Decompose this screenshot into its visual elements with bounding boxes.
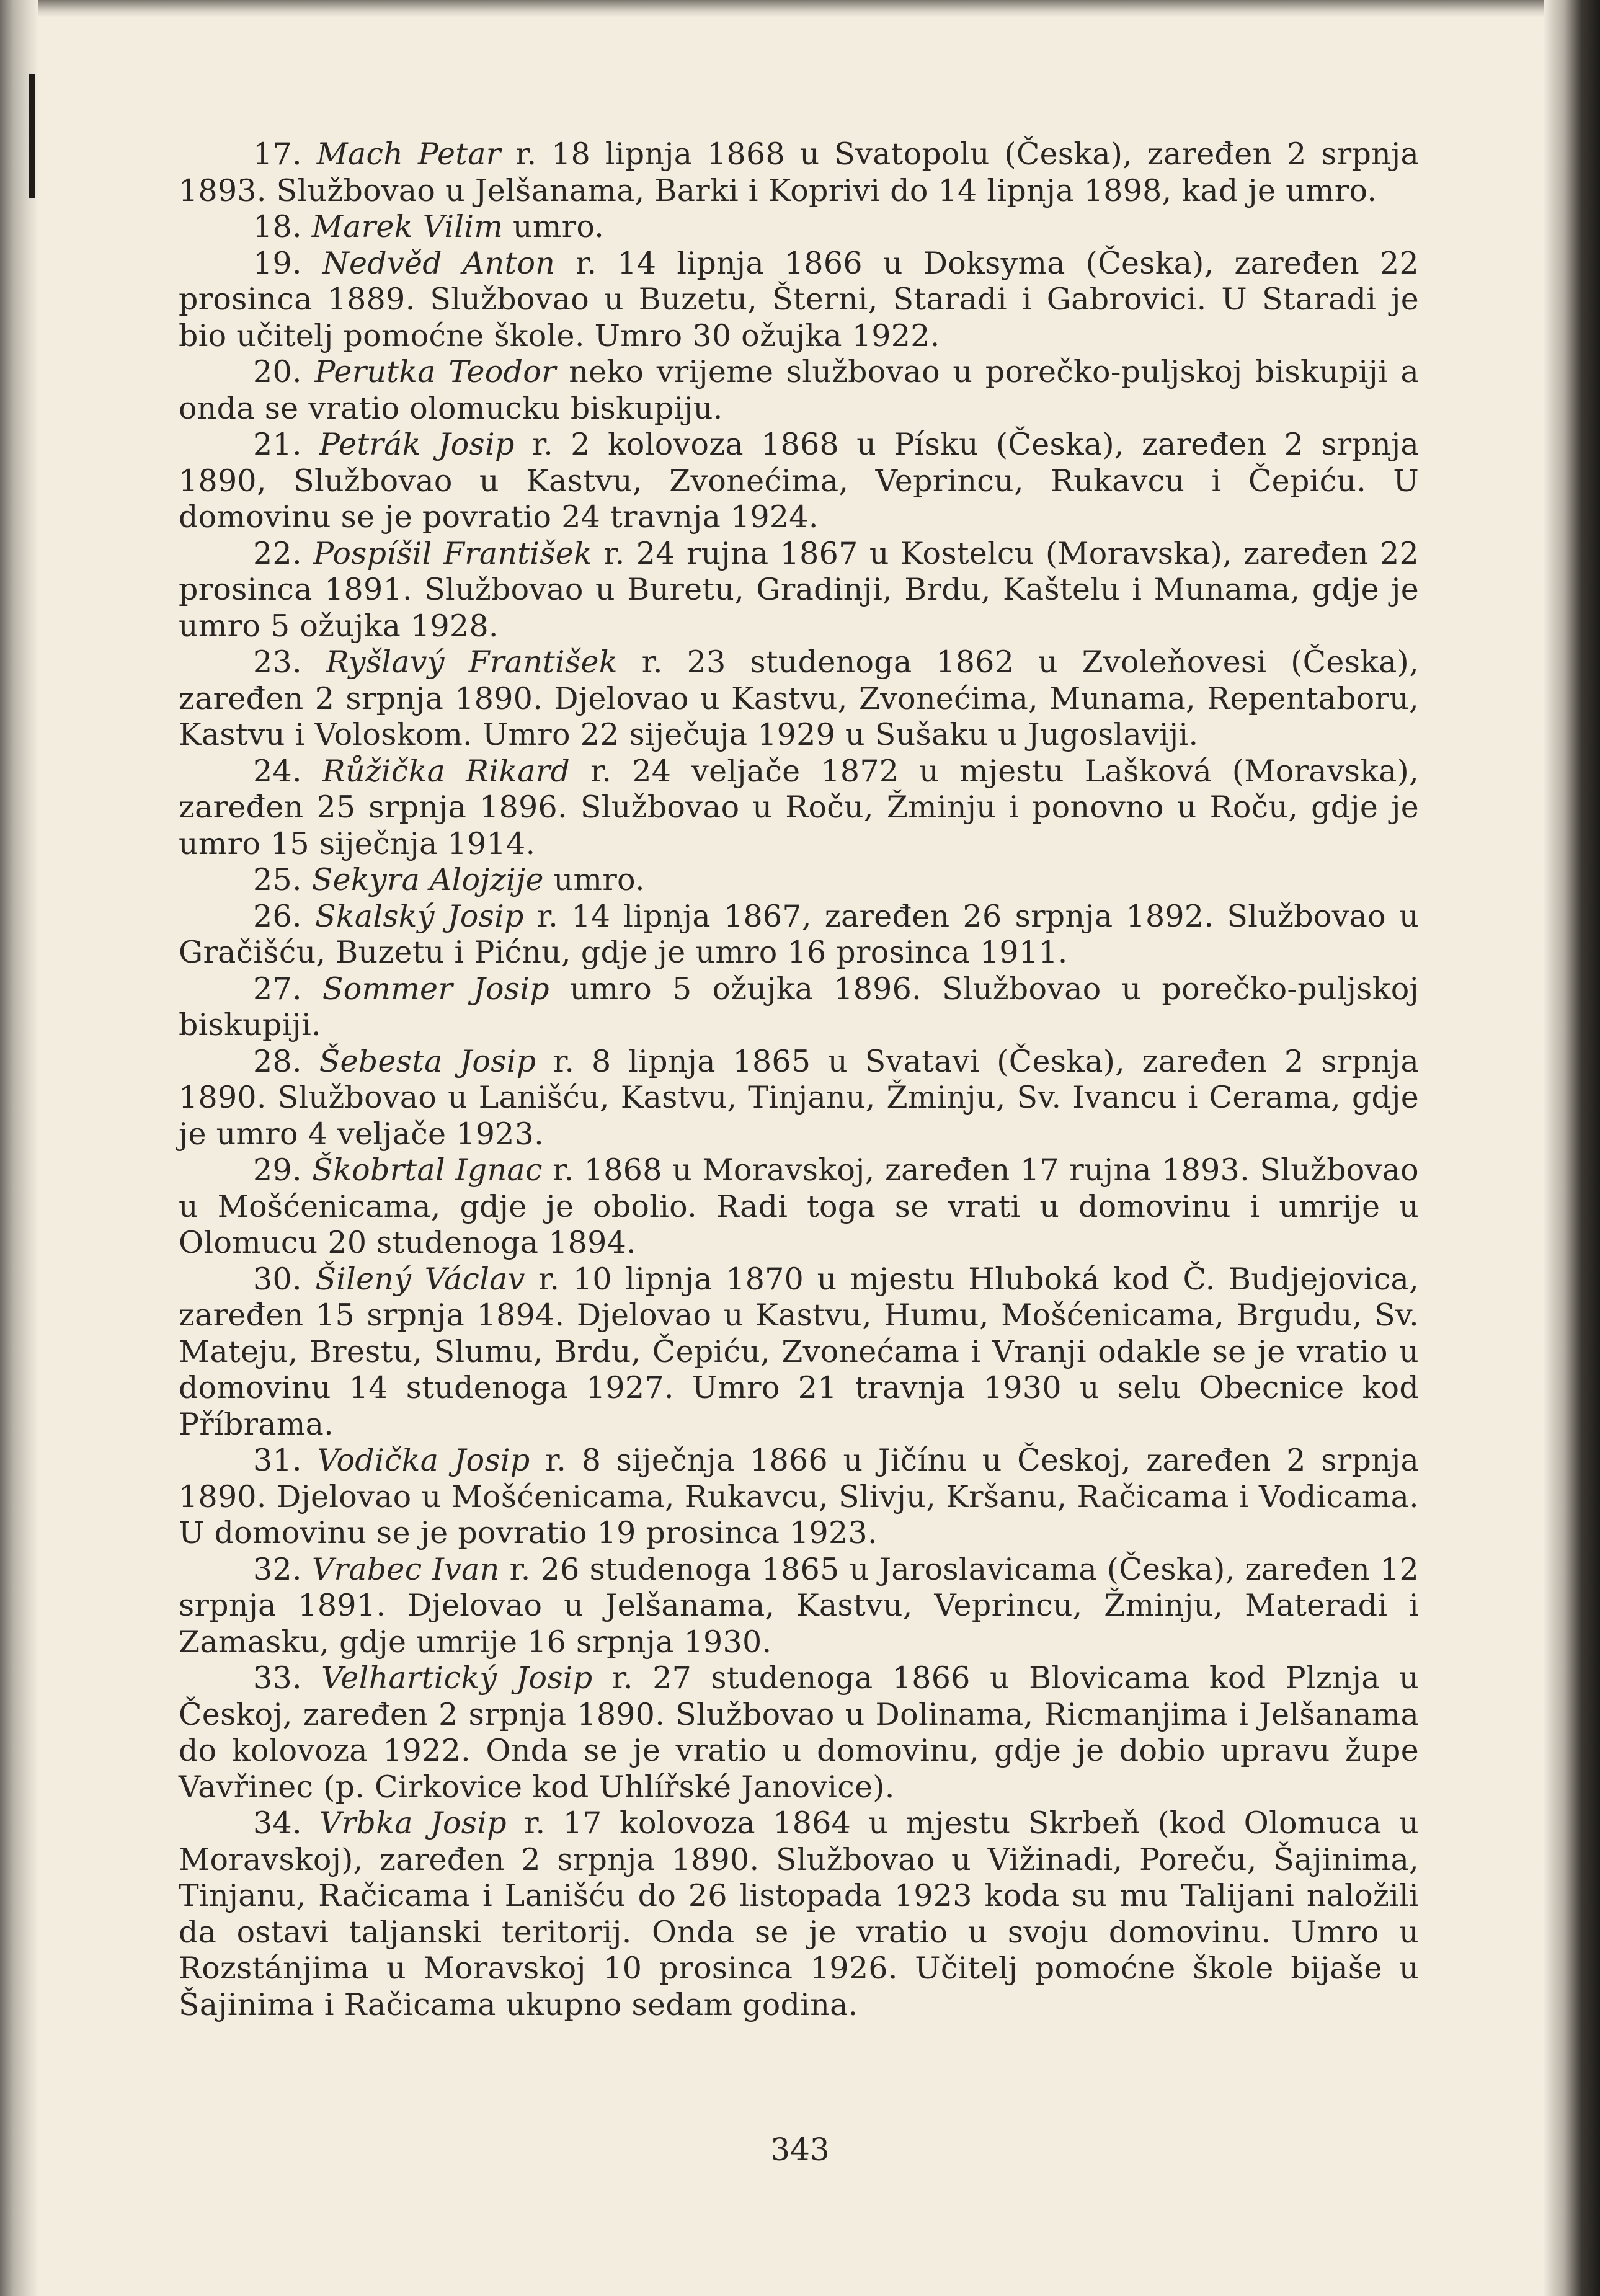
scan-edge-left <box>0 0 38 2296</box>
entry-29 <box>179 1152 1419 1261</box>
entry-20 <box>179 354 1419 427</box>
entry-name: Šebesta Josip <box>319 1043 536 1079</box>
entry-32 <box>179 1552 1419 1661</box>
entry-number: 23. <box>253 644 302 680</box>
entry-text: r. 14 lipnja 1866 u Doksyma (Česka), zaređen 22 prosinca 1889. Službovao u Buzetu, Šterni, Staradi i Gabrovici. U Staradi je bio učitelj pomoćne škole. Umro 30 ožujka 1922. <box>179 245 1420 354</box>
entry-text: r. 1868 u Moravskoj, zaređen 17 rujna 1893. Službovao u Mošćenicama, gdje je obolio. Radi toga se vrati u domovinu i umrije u Olomucu 20 studenoga 1894. <box>179 1152 1419 1260</box>
entry-name: Marek Vilim <box>311 209 504 244</box>
entry-name: Vodička Josip <box>317 1443 530 1478</box>
scan-edge-right <box>1544 0 1600 2296</box>
entry-text: r. 14 lipnja 1867, zaređen 26 srpnja 1892. Službovao u Gračišću, Buzetu i Pićnu, gdje je umro 16 prosinca 1911. <box>179 898 1419 970</box>
entry-name: Vrbka Josip <box>319 1805 507 1841</box>
entry-text: r. 24 veljače 1872 u mjestu Lašková (Moravska), zaređen 25 srpnja 1896. Službovao u Roču, Žminju i ponovno u Roču, gdje je umro 15 siječnja 1914. <box>179 753 1419 861</box>
entry-number: 19. <box>253 245 302 281</box>
entry-number: 18. <box>253 209 302 244</box>
entry-text: r. 23 studenoga 1862 u Zvoleňovesi (Česka), zaređen 2 srpnja 1890. Djelovao u Kastvu, Zvonećima, Munama, Repentaboru, Kastvu i Voloskom. Umro 22 siječuja 1929 u Sušaku u Jugoslaviji. <box>179 644 1419 752</box>
binding-mark <box>29 74 35 198</box>
entry-name: Velhartický Josip <box>321 1660 593 1696</box>
entry-name: Ryšlavý František <box>326 644 618 680</box>
entry-name: Sekyra Alojzije <box>311 862 544 897</box>
entry-name: Šilený Václav <box>315 1261 525 1297</box>
entry-number: 33. <box>253 1660 302 1696</box>
entry-text: r. 8 lipnja 1865 u Svatavi (Česka), zaređen 2 srpnja 1890. Službovao u Lanišću, Kastvu, Tinjanu, Žminju, Sv. Ivancu i Cerama, gdje je umro 4 veljače 1923. <box>179 1043 1419 1152</box>
entry-name: Perutka Teodor <box>314 354 556 389</box>
entry-number: 29. <box>253 1152 302 1188</box>
entry-17 <box>179 136 1419 209</box>
scan-edge-top <box>0 0 1600 17</box>
entry-number: 27. <box>253 971 302 1007</box>
entry-number: 28. <box>253 1043 302 1079</box>
entry-name: Sommer Josip <box>322 971 549 1007</box>
entry-27 <box>179 971 1419 1044</box>
entry-name: Skalský Josip <box>314 898 524 934</box>
entry-24 <box>179 754 1419 863</box>
entry-25 <box>179 862 1419 899</box>
entry-name: Petrák Josip <box>319 427 515 462</box>
entry-31 <box>179 1443 1419 1552</box>
entry-23 <box>179 644 1419 754</box>
entry-text: neko vrijeme službovao u porečko-puljskoj biskupiji a onda se vratio olomucku biskupiju. <box>179 354 1419 426</box>
page-text <box>179 136 1419 2023</box>
entry-text: r. 10 lipnja 1870 u mjestu Hluboká kod Č. Budjejovica, zaređen 15 srpnja 1894. Djelovao u Kastvu, Humu, Mošćenicama, Brgudu, Sv. Mateju, Brestu, Slumu, Brdu, Čepiću, Zvonećama i Vranji odakle se je vratio u domovinu 14 studenoga 1927. Umro 21 travnja 1930 u selu Obecnice kod Příbrama. <box>179 1261 1419 1442</box>
entry-number: 24. <box>253 753 302 789</box>
entry-number: 31. <box>253 1443 302 1478</box>
entry-text: r. 17 kolovoza 1864 u mjestu Skrbeň (kod Olomuca u Moravskoj), zaređen 2 srpnja 1890. Službovao u Vižinadi, Poreču, Šajinima, Tinjanu, Račicama i Lanišću do 26 listopada 1923 koda su mu Talijani naložili da ostavi taljanski teritorij. Onda se je vratio u svoju domovinu. Umro u Rozstánjima u Moravskoj 10 prosinca 1926. Učitelj pomoćne škole bijaše u Šajinima i Račicama ukupno sedam godina. <box>179 1805 1419 2022</box>
entry-text: r. 26 studenoga 1865 u Jaroslavicama (Česka), zaređen 12 srpnja 1891. Djelovao u Jelšanama, Kastvu, Veprincu, Žminju, Materadi i Zamasku, gdje umrije 16 srpnja 1930. <box>179 1551 1419 1660</box>
entry-number: 25. <box>253 862 302 897</box>
entry-26 <box>179 899 1419 971</box>
entry-number: 20. <box>253 354 302 389</box>
entry-number: 22. <box>253 535 302 571</box>
entry-name: Vrabec Ivan <box>311 1551 500 1587</box>
entry-34 <box>179 1805 1419 2023</box>
entry-number: 32. <box>253 1551 302 1587</box>
entry-name: Růžička Rikard <box>322 753 571 789</box>
entry-22 <box>179 536 1419 645</box>
entry-19 <box>179 246 1419 355</box>
entry-text: umro 5 ožujka 1896. Službovao u porečko-puljskoj biskupiji. <box>179 971 1420 1043</box>
entry-text: r. 24 rujna 1867 u Kostelcu (Moravska), zaređen 22 prosinca 1891. Službovao u Buretu, Gradinji, Brdu, Kaštelu i Munama, gdje je umro 5 ožujka 1928. <box>179 535 1419 644</box>
entry-name: Mach Petar <box>316 136 501 172</box>
entry-name: Škobrtal Ignac <box>312 1152 543 1188</box>
entry-28 <box>179 1044 1419 1153</box>
entry-number: 17. <box>253 136 302 172</box>
entry-21 <box>179 427 1419 536</box>
entry-text: r. 2 kolovoza 1868 u Písku (Česka), zaređen 2 srpnja 1890, Službovao u Kastvu, Zvonećima, Veprincu, Rukavcu i Čepiću. U domovinu se je povratio 24 travnja 1924. <box>179 427 1419 535</box>
entry-number: 30. <box>253 1261 302 1297</box>
entry-text: umro. <box>553 862 645 897</box>
entry-text: r. 8 siječnja 1866 u Jičínu u Českoj, zaređen 2 srpnja 1890. Djelovao u Mošćenicama, Rukavcu, Slivju, Kršanu, Račicama i Vodicama. U domovinu se je povratio 19 prosinca 1923. <box>179 1443 1419 1551</box>
entry-text: umro. <box>513 209 605 244</box>
entry-33 <box>179 1660 1419 1805</box>
entry-text: r. 18 lipnja 1868 u Svatopolu (Česka), zaređen 2 srpnja 1893. Službovao u Jelšanama, Barki i Koprivi do 14 lipnja 1898, kad je umro. <box>179 136 1419 208</box>
entry-30 <box>179 1261 1419 1443</box>
entry-number: 34. <box>253 1805 302 1841</box>
entry-number: 21. <box>253 427 302 462</box>
entry-name: Pospíšil František <box>313 535 593 571</box>
page-number: 343 <box>770 2132 830 2168</box>
entry-name: Nedvěd Anton <box>322 245 556 281</box>
entry-number: 26. <box>253 898 302 934</box>
entry-18 <box>179 209 1419 246</box>
entry-text: r. 27 studenoga 1866 u Blovicama kod Plznja u Českoj, zaređen 2 srpnja 1890. Službovao u Dolinama, Ricmanjima i Jelšanama do kolovoza 1922. Onda se je vratio u domovinu, gdje je dobio upravu župe Vavřinec (p. Cirkovice kod Uhlířské Janovice). <box>179 1660 1419 1805</box>
